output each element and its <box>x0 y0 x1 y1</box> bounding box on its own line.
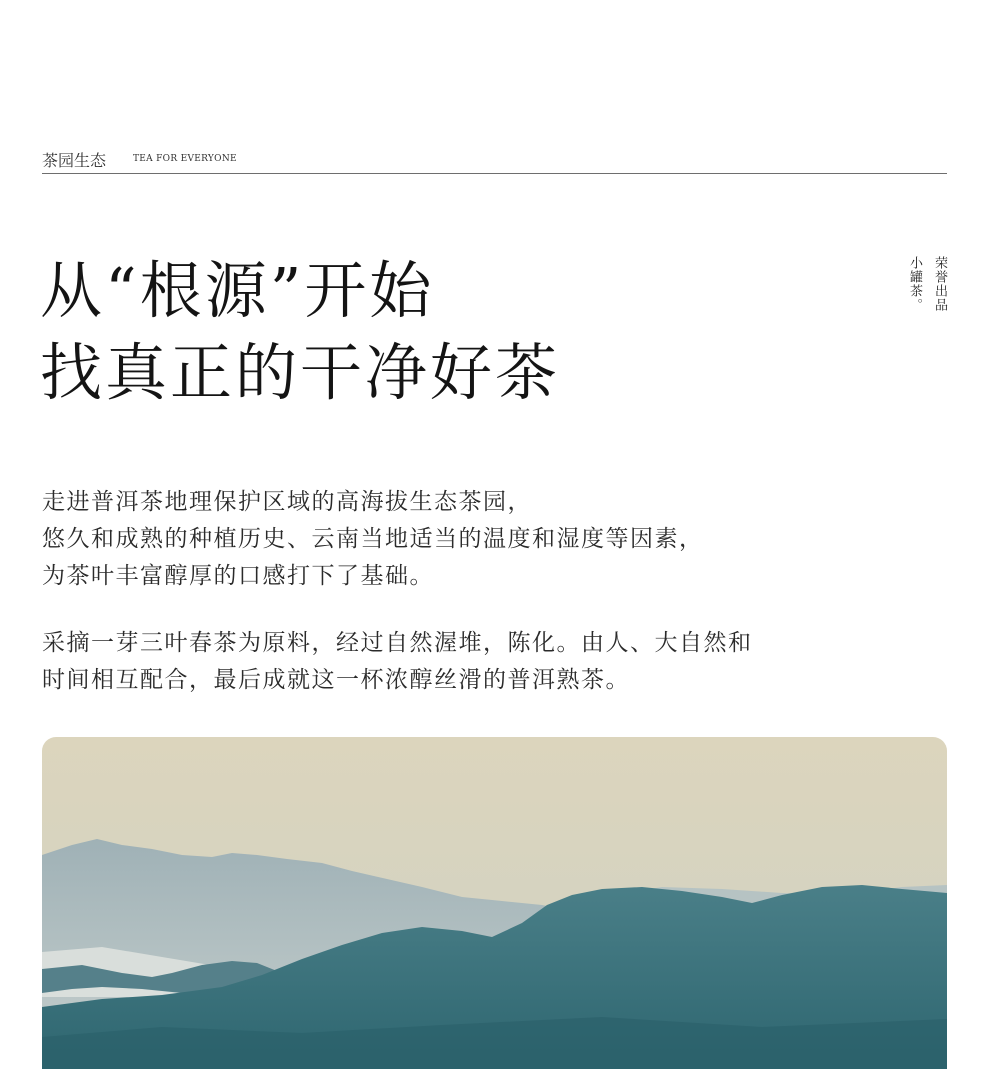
process-line-1: 采摘一芽三叶春茶为原料，经过自然渥堆，陈化。由人、大自然和 <box>42 630 753 656</box>
brand-name-text: 小罐茶。 <box>907 256 922 312</box>
intro-line-2: 悠久和成熟的种植历史、云南当地适当的温度和湿度等因素， <box>42 526 704 552</box>
brand-honor-text: 荣誉出品 <box>932 256 947 312</box>
brand-seal <box>905 256 951 326</box>
process-line-2: 时间相互配合，最后成就这一杯浓醇丝滑的普洱熟茶。 <box>42 667 630 693</box>
intro-line-1: 走进普洱茶地理保护区域的高海拔生态茶园， <box>42 489 532 515</box>
intro-paragraph <box>42 484 704 595</box>
headline-line-1: 从“根源”开始 <box>40 254 435 327</box>
section-subtitle: TEA FOR EVERYONE <box>133 154 237 164</box>
intro-line-3: 为茶叶丰富醇厚的口感打下了基础。 <box>42 563 434 589</box>
mountain-landscape-image <box>42 737 947 1069</box>
headline-line-2: 找真正的干净好茶 <box>40 336 561 409</box>
section-header <box>42 151 947 174</box>
section-title: 茶园生态 <box>42 151 107 170</box>
headline <box>40 250 560 414</box>
mountain-landscape-photo <box>42 737 947 1069</box>
process-paragraph <box>42 625 753 699</box>
